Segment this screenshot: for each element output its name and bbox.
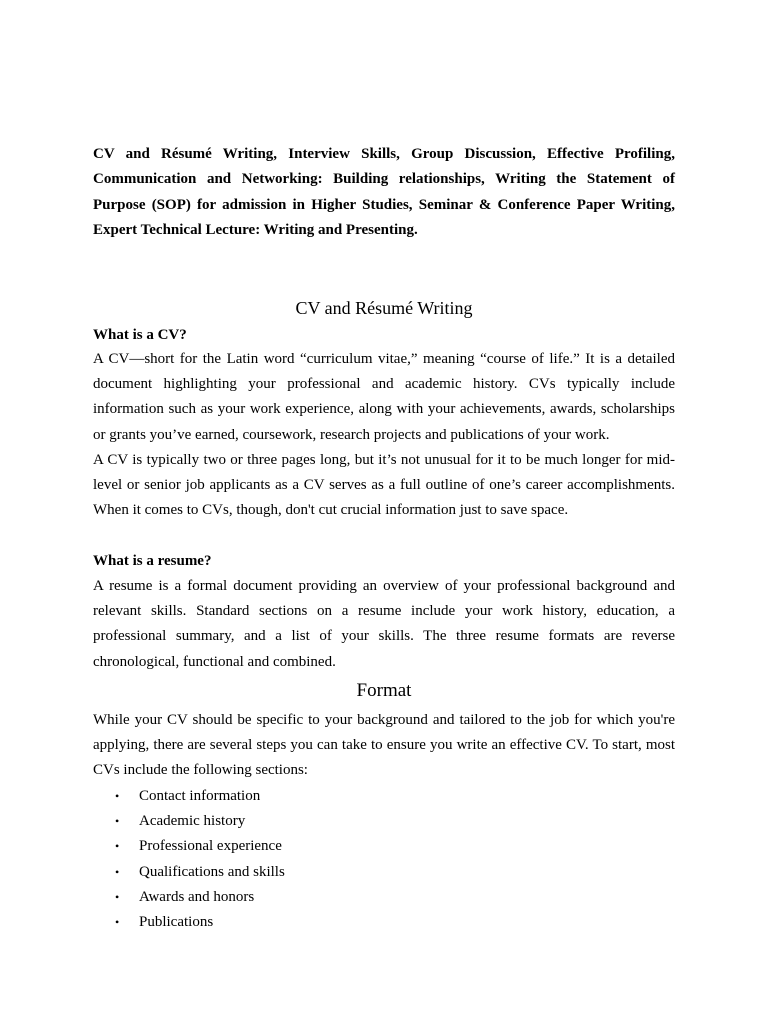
cv-section-title: CV and Résumé Writing [295, 298, 473, 318]
list-item-text: Qualifications and skills [139, 863, 285, 880]
list-item [93, 834, 675, 859]
cv-definition-paragraph: A CV—short for the Latin word “curriculum vitae,” meaning “course of life.” It is a detailed document highlighting your professional and academic history. CVs typically include information such as your work experience, along with your achievements, awards, scholarships or grants you’ve earned, coursework, research projects and publications of your work. [93, 351, 675, 443]
format-intro-paragraph: While your CV should be specific to your background and tailored to the job for which you're applying, there are several steps you can take to ensure you write an effective CV. To start, most CVs include the following sections: [93, 712, 675, 779]
what-is-cv-heading: What is a CV? [93, 327, 187, 343]
bullet-icon: • [115, 889, 120, 904]
cv-sections-list [93, 784, 675, 935]
resume-definition-paragraph: A resume is a formal document providing an overview of your professional background and relevant skills. Standard sections on a resume include your work history, education, a professional summary, and a list of your skills. The three resume formats are reverse chronological, functional and combined. [93, 578, 675, 670]
list-item [93, 910, 675, 935]
list-item [93, 784, 675, 809]
list-item [93, 885, 675, 910]
cv-length-paragraph: A CV is typically two or three pages long, but it’s not unusual for it to be much longer for mid-level or senior job applicants as a CV serves as a full outline of one’s career accomplishments. When it comes to CVs, though, don't cut crucial information just to save space. [93, 452, 675, 519]
format-section-title: Format [356, 680, 412, 701]
bullet-icon: • [115, 789, 120, 803]
list-item-text: Professional experience [139, 838, 282, 855]
intro-paragraph: CV and Résumé Writing, Interview Skills, Group Discussion, Effective Profiling, Communication and Networking: Building relationships, Writing the Statement of Purpose (SOP) for admission in Higher Studies, Seminar & Conference Paper Writing, Expert Technical Lecture: Writing and Presenting. [93, 146, 675, 238]
bullet-icon: • [115, 914, 120, 929]
list-item-text: Publications [139, 913, 214, 930]
list-item-text: Academic history [139, 813, 246, 830]
bullet-icon: • [115, 814, 120, 829]
what-is-resume-heading: What is a resume? [93, 553, 212, 569]
list-item-text: Awards and honors [139, 888, 255, 905]
list-item [93, 860, 675, 885]
list-item [93, 809, 675, 834]
bullet-icon: • [115, 864, 120, 879]
list-item-text: Contact information [139, 788, 261, 804]
bullet-icon: • [115, 839, 120, 854]
